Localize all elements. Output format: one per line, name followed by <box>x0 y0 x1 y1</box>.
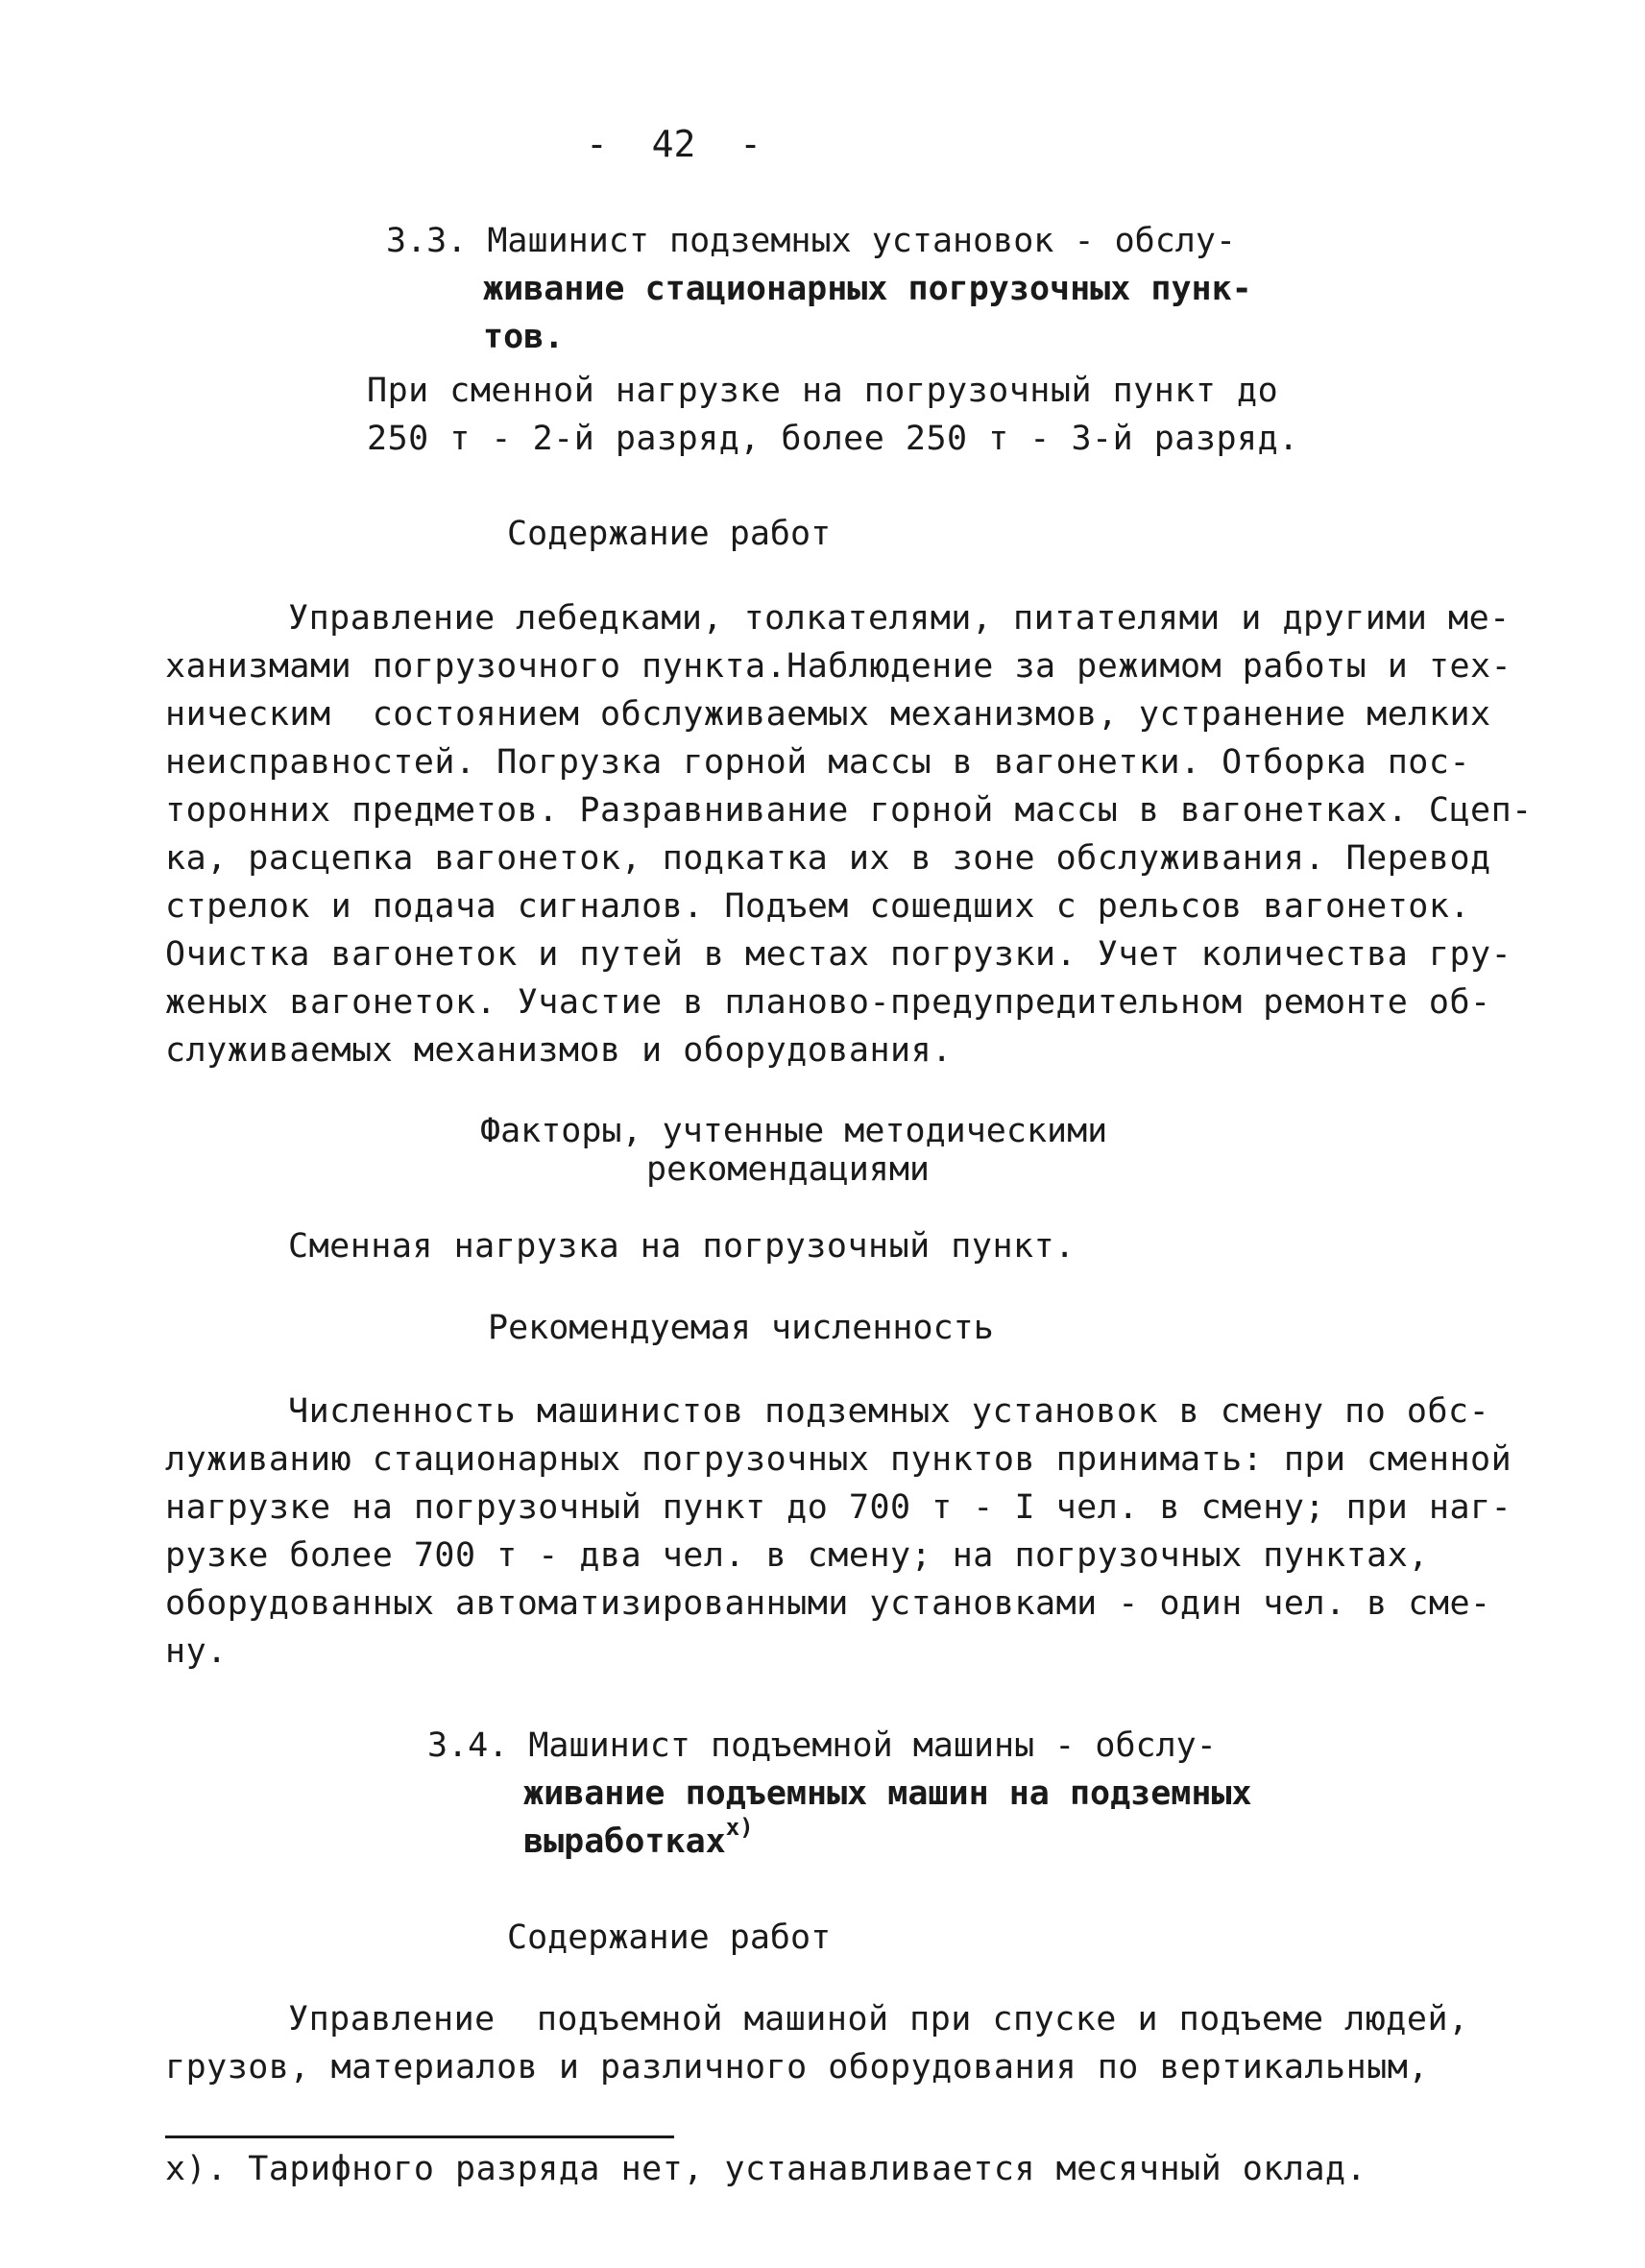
content-line: торонних предметов. Разравнивание горной массы в вагонетках. Сцеп- <box>165 791 1533 830</box>
rank-line-1: При сменной нагрузке на погрузочный пункт до <box>367 372 1279 410</box>
section-3-3-title-line-3: тов. <box>483 318 565 356</box>
recommended-line: рузке более 700 т - два чел. в смену; на погрузочных пунктах, <box>165 1536 1429 1575</box>
recommended-line: ну. <box>165 1632 228 1671</box>
rank-line-2: 250 т - 2-й разряд, более 250 т - 3-й разряд. <box>367 420 1299 458</box>
recommended-line: луживанию стационарных погрузочных пунктов принимать: при сменной <box>165 1440 1512 1479</box>
content-line: Очистка вагонеток и путей в местах погрузки. Учет количества гру- <box>165 935 1512 974</box>
content-line: Управление лебедками, толкателями, питателями и другими ме- <box>288 599 1511 638</box>
content-line: служиваемых механизмов и оборудования. <box>165 1031 953 1070</box>
page-number: - 42 - <box>586 123 762 165</box>
section-3-4-title-line-2: живание подъемных машин на подземных <box>523 1774 1252 1813</box>
content-line: ническим состоянием обслуживаемых механизмов, устранение мелких <box>165 695 1491 734</box>
content-line: неисправностей. Погрузка горной массы в вагонетки. Отборка пос- <box>165 743 1471 782</box>
factors-heading-line-1: Факторы, учтенные методическими <box>480 1112 1108 1150</box>
footnote-marker: x) <box>725 1814 754 1841</box>
section-3-4-title-line-3 <box>523 1814 754 1867</box>
content-line: женых вагонеток. Участие в планово-предупредительном ремонте об- <box>165 983 1491 1022</box>
content-line: стрелок и подача сигналов. Подъем сошедших с рельсов вагонеток. <box>165 887 1471 926</box>
section-3-4-title-text: выработках <box>523 1822 726 1861</box>
content-line: ка, расцепка вагонеток, подкатка их в зоне обслуживания. Перевод <box>165 839 1491 878</box>
recommended-line: нагрузке на погрузочный пункт до 700 т - I чел. в смену; при наг- <box>165 1488 1512 1527</box>
recommended-line: оборудованных автоматизированными установками - один чел. в сме- <box>165 1584 1491 1623</box>
content-line: ханизмами погрузочного пункта.Наблюдение за режимом работы и тех- <box>165 647 1512 686</box>
recommended-line: Численность машинистов подземных установок в смену по обс- <box>288 1392 1490 1431</box>
recommended-heading: Рекомендуемая численность <box>488 1309 994 1347</box>
factors-heading-line-2: рекомендациями <box>646 1150 931 1189</box>
content-line: грузов, материалов и различного оборудования по вертикальным, <box>165 2048 1429 2087</box>
content-line: Управление подъемной машиной при спуске и подъеме людей, <box>288 2000 1469 2039</box>
section-3-4-content-heading: Содержание работ <box>507 1918 832 1957</box>
section-3-3-content-heading: Содержание работ <box>507 515 832 553</box>
factors-text: Сменная нагрузка на погрузочный пункт. <box>288 1227 1076 1266</box>
footnote-text: x). Тарифного разряда нет, устанавливается месячный оклад. <box>165 2150 1367 2188</box>
section-3-4-title-line-1: 3.4. Машинист подъемной машины - обслу- <box>427 1726 1217 1765</box>
section-3-3-title-line-1: 3.3. Машинист подземных установок - обслу- <box>386 222 1237 260</box>
footnote-divider <box>165 2135 674 2138</box>
section-3-3-title-line-2: живание стационарных погрузочных пунк- <box>483 270 1252 308</box>
